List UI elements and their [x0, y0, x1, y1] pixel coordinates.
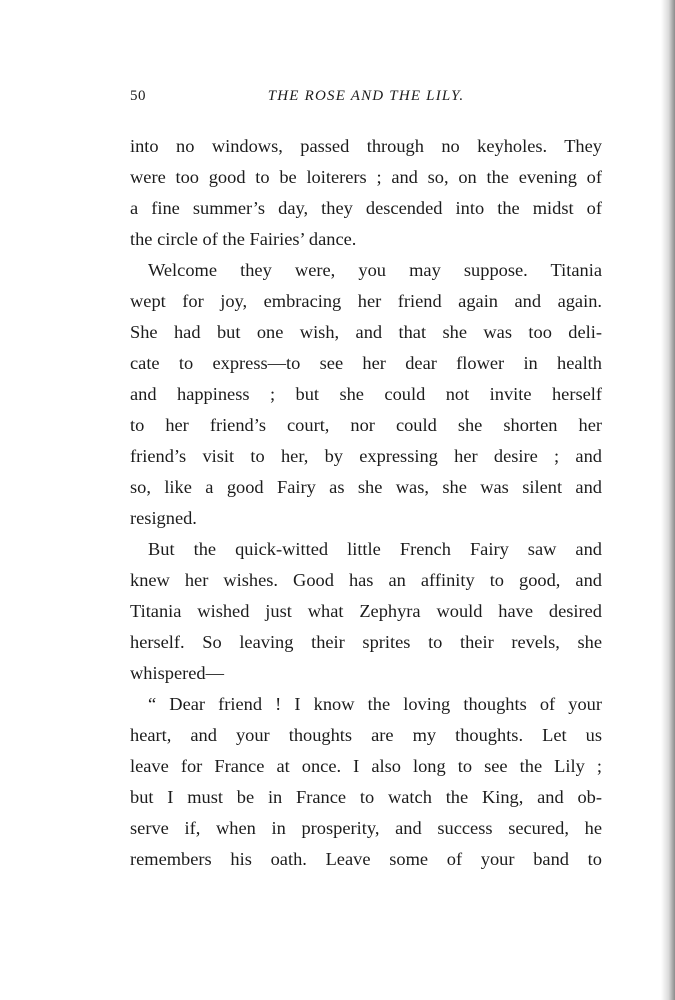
running-title: THE ROSE AND THE LILY.: [267, 88, 465, 104]
text-line: Welcome they were, you may suppose. Titania: [148, 260, 602, 280]
text-line: and happiness ; but she could not invite herself: [130, 384, 602, 404]
text-line: She had but one wish, and that she was too deli-: [130, 322, 602, 342]
text-line: but I must be in France to watch the King, and ob-: [130, 787, 602, 807]
text-line: leave for France at once. I also long to see the Lily ;: [130, 756, 602, 776]
text-line: resigned.: [130, 508, 197, 528]
page-spine-shadow: [661, 0, 675, 1000]
text-line: “ Dear friend ! I know the loving thoughts of your: [148, 694, 602, 714]
text-line: serve if, when in prosperity, and success secured, he: [130, 818, 602, 838]
text-line: wept for joy, embracing her friend again and again.: [130, 291, 602, 311]
page-header: [130, 88, 602, 112]
text-line: remembers his oath. Leave some of your band to: [130, 849, 602, 869]
text-line: into no windows, passed through no keyholes. They: [130, 136, 602, 156]
text-line: whispered—: [130, 663, 224, 683]
text-line: knew her wishes. Good has an affinity to good, and: [130, 570, 602, 590]
text-line: were too good to be loiterers ; and so, on the evening of: [130, 167, 602, 187]
page-number: 50: [130, 88, 146, 104]
text-line: cate to express—to see her dear flower in health: [130, 353, 602, 373]
text-line: But the quick-witted little French Fairy saw and: [148, 539, 602, 559]
text-line: so, like a good Fairy as she was, she was silent and: [130, 477, 602, 497]
text-line: Titania wished just what Zephyra would have desired: [130, 601, 602, 621]
text-line: to her friend’s court, nor could she shorten her: [130, 415, 602, 435]
body-text: [130, 131, 602, 875]
text-line: a fine summer’s day, they descended into the midst of: [130, 198, 602, 218]
text-line: friend’s visit to her, by expressing her desire ; and: [130, 446, 602, 466]
text-line: heart, and your thoughts are my thoughts. Let us: [130, 725, 602, 745]
text-line: herself. So leaving their sprites to their revels, she: [130, 632, 602, 652]
text-line: the circle of the Fairies’ dance.: [130, 229, 357, 249]
